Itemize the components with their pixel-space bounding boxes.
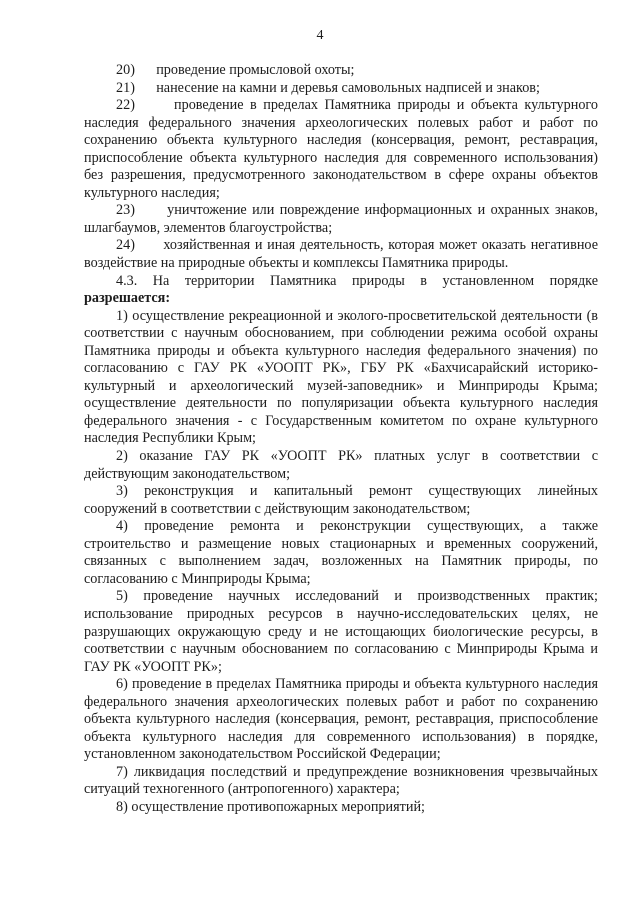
allowed-item-1: 1) осуществление рекреационной и эколого-просветительской деятельности (в соответствии с научным обоснованием, при соблюдении режима особой охраны Памятника природы и объекта культурного наследия федерального значения) по согласованию с ГАУ РК «УООПТ РК», ГБУ РК «Бахчисарайский историко-культурный и археологический музей-заповедник» и Минприроды Крыма; осуществление деятельности по популяризации объекта культурного наследия федерального значения - с Государственным комитетом по охране культурного наследия Республики Крым; — [84, 307, 598, 447]
item-number: 20) — [116, 62, 135, 78]
prohibited-item-22 — [84, 97, 598, 202]
item-text: проведение промысловой охоты; — [156, 62, 355, 78]
page-number: 4 — [316, 28, 324, 43]
item-number: 21) — [116, 79, 135, 96]
allowed-item-2: 2) оказание ГАУ РК «УООПТ РК» платных услуг в соответствии с действующим законодательством; — [84, 448, 598, 482]
allowed-item-6: 6) проведение в пределах Памятника природы и объекта культурного наследия федерального значения археологических полевых работ и работ по сохранению объекта культурного наследия (консервация, ремонт, реставрация, приспособление объекта культурного наследия для современного использования) в порядке, установленном законодательством Российской Федерации; — [84, 676, 598, 763]
prohibited-item-23 — [84, 202, 598, 237]
item-text: нанесение на камни и деревья самовольных надписей и знаков; — [156, 79, 540, 96]
section-heading — [84, 273, 598, 308]
allowed-item-4: 4) проведение ремонта и реконструкции существующих, а также строительство и размещение новых стационарных и временных сооружений, связанных с выполнением задач, возложенных на Памятник природы, по согласованию с Минприроды Крыма; — [84, 518, 598, 587]
item-number: 24) — [116, 237, 135, 254]
allowed-item-5: 5) проведение научных исследований и производственных практик; использование природных ресурсов в научно-исследовательских целях, не разрушающих окружающую среду и не истощающих биологические ресурсы, в соответствии с научным обоснованием по согласованию с Минприроды Крыма и ГАУ РК «УООПТ РК»; — [84, 588, 598, 675]
section-intro: 4.3. На территории Памятника природы в установленном порядке — [116, 272, 598, 289]
allowed-item-7: 7) ликвидация последствий и предупреждение возникновения чрезвычайных ситуаций техногенного (антропогенного) характера; — [84, 763, 598, 798]
section-bold-label: разрешается: — [84, 290, 171, 307]
item-text: хозяйственная и иная деятельность, которая может оказать негативное воздействие на природные объекты и комплексы Памятника природы. — [84, 237, 598, 272]
prohibited-item-21 — [84, 80, 598, 98]
allowed-item-3: 3) реконструкция и капитальный ремонт существующих линейных сооружений в соответствии с действующим законодательством; — [84, 483, 598, 517]
allowed-item-8: 8) осуществление противопожарных мероприятий; — [116, 798, 425, 815]
item-number: 23) — [116, 202, 135, 219]
prohibited-item-24 — [84, 237, 598, 272]
document-body — [84, 62, 598, 817]
prohibited-item-20 — [84, 62, 598, 80]
item-number: 22) — [116, 97, 135, 114]
item-text: проведение в пределах Памятника природы и объекта культурного наследия федерального значения археологических полевых работ и работ по сохранению объекта культурного наследия (консервация, ремонт, реставрация, приспособление объекта культурного наследия для современного использования) без разрешения, предусмотренного законодательством в сфере охраны объектов культурного наследия; — [84, 97, 598, 201]
item-text: уничтожение или повреждение информационных и охранных знаков, шлагбаумов, элементов благоустройства; — [84, 202, 599, 236]
